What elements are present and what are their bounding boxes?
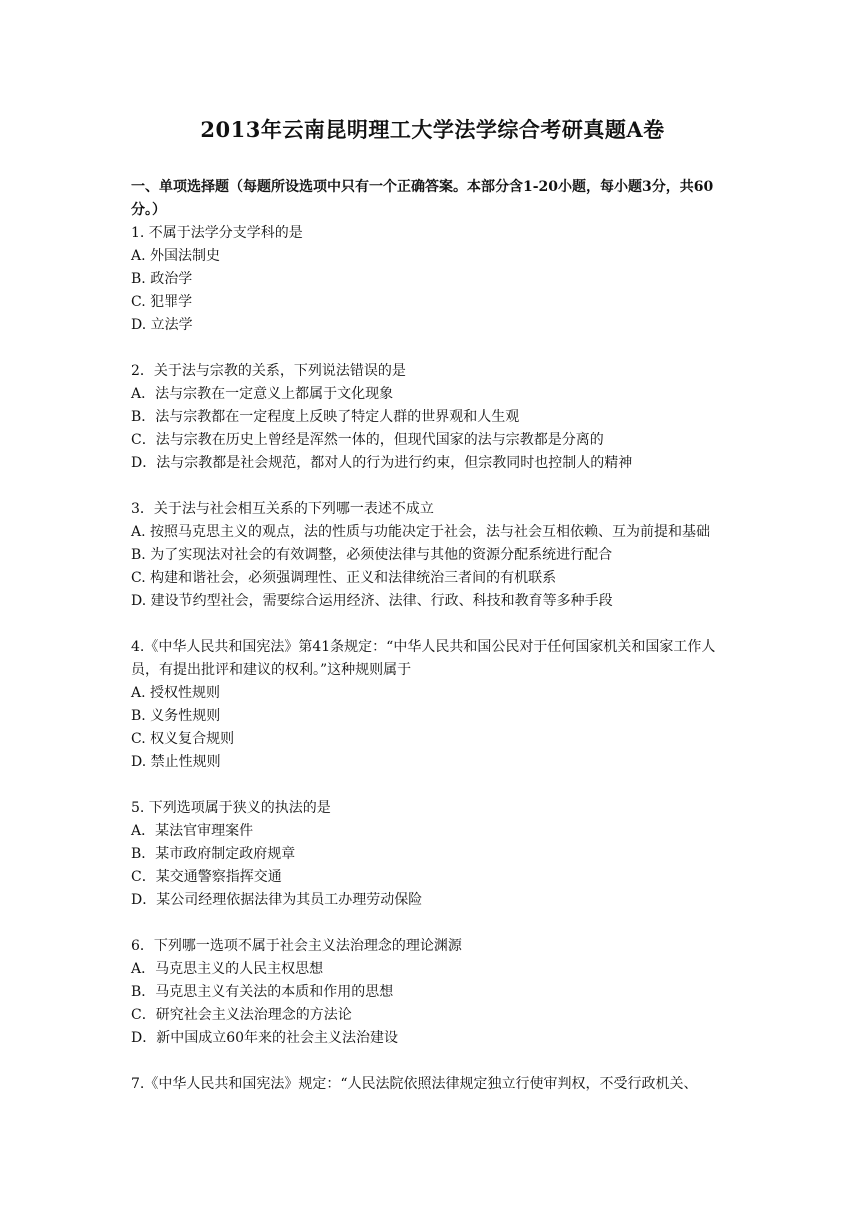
option-a: A. 按照马克思主义的观点，法的性质与功能决定于社会，法与社会互相依赖、互为前提和基础 [131,524,711,540]
option-b: B．某市政府制定政府规章 [131,846,296,862]
option-c: C．法与宗教在历史上曾经是浑然一体的，但现代国家的法与宗教都是分离的 [131,432,604,448]
question-2 [131,360,735,475]
option-a: A．某法官审理案件 [131,823,254,839]
option-d: D. 立法学 [131,317,193,333]
question-4 [131,636,735,774]
question-7 [131,1073,735,1096]
section-heading: 一、单项选择题（每题所设选项中只有一个正确答案。本部分含1-20小题，每小题3分，共60分。） [131,179,714,218]
option-c: C. 构建和谐社会，必须强调理性、正义和法律统治三者间的有机联系 [131,570,557,586]
document-title: 2013年云南昆明理工大学法学综合考研真题A卷 [200,117,665,142]
option-d: D．新中国成立60年来的社会主义法治建设 [131,1030,399,1046]
question-stem: 2．关于法与宗教的关系，下列说法错误的是 [131,363,406,379]
question-1 [131,222,735,337]
option-d: D．某公司经理依据法律为其员工办理劳动保险 [131,892,423,908]
question-3 [131,498,735,613]
question-stem: 6．下列哪一选项不属于社会主义法治理念的理论渊源 [131,938,462,954]
document-body [131,176,735,1096]
option-a: A. 授权性规则 [131,685,221,701]
option-c: C. 权义复合规则 [131,731,235,747]
question-stem: 1. 不属于法学分支学科的是 [131,225,303,241]
option-b: B. 义务性规则 [131,708,221,724]
question-stem: 7.《中华人民共和国宪法》规定：“人民法院依照法律规定独立行使审判权，不受行政机关、 [131,1076,698,1092]
option-d: D. 建设节约型社会，需要综合运用经济、法律、行政、科技和教育等多种手段 [131,593,613,609]
option-d: D．法与宗教都是社会规范，都对人的行为进行约束，但宗教同时也控制人的精神 [131,455,633,471]
option-d: D. 禁止性规则 [131,754,221,770]
option-b: B. 为了实现法对社会的有效调整，必须使法律与其他的资源分配系统进行配合 [131,547,613,563]
question-stem: 5. 下列选项属于狭义的执法的是 [131,800,331,816]
option-b: B．法与宗教都在一定程度上反映了特定人群的世界观和人生观 [131,409,520,425]
question-stem: 4.《中华人民共和国宪法》第41条规定：“中华人民共和国公民对于任何国家机关和国家工作人员，有提出批评和建议的权利。”这种规则属于 [131,639,716,678]
option-a: A. 外国法制史 [131,248,221,264]
question-5 [131,797,735,912]
question-6 [131,935,735,1050]
option-c: C．研究社会主义法治理念的方法论 [131,1007,352,1023]
option-a: A．法与宗教在一定意义上都属于文化现象 [131,386,394,402]
option-c: C．某交通警察指挥交通 [131,869,282,885]
option-a: A．马克思主义的人民主权思想 [131,961,324,977]
question-stem: 3．关于法与社会相互关系的下列哪一表述不成立 [131,501,434,517]
option-b: B. 政治学 [131,271,193,287]
option-b: B．马克思主义有关法的本质和作用的思想 [131,984,394,1000]
option-c: C. 犯罪学 [131,294,193,310]
